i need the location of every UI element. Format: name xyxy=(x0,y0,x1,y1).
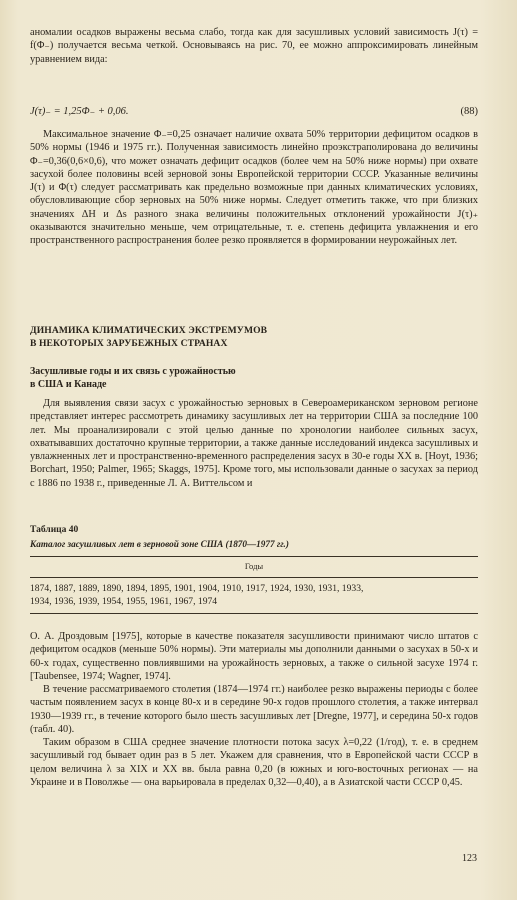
paragraph-analysis: Максимальное значение Φ₋=0,25 означает наличие охвата 50% территории дефицитом осадков в 50% нормы (1946 и 1975 гг.). Полученная зависимость линейно проэкстраполирована до величины Φ₋=0,36(0,6×0,6), что может означать дефицит осадков (более чем на 50% ниже нормы) при охвате засухой более половины всей зерновой зоны Европейской территории СССР. Указанные величины J(τ) и Φ(τ) следует рассматривать как предельно возможные при данных климатических условиях, обусловливающие сбор зерновых на 50% ниже нормы. Следует отметить также, что при близких значениях ΔH и Δs разного знака величины положительных отклонений урожайности J(τ)₊ оказываются значительно меньше, чем отрицательные, т. е. степень дефицита увлажнения и его пространственного распространения более резко проявляется в формировании неурожайных лет. xyxy=(30,129,478,246)
table-top-rule xyxy=(30,556,478,557)
section-heading xyxy=(30,325,478,350)
section-heading-line1: ДИНАМИКА КЛИМАТИЧЕСКИХ ЭКСТРЕМУМОВ xyxy=(30,325,268,336)
section-heading-line2: В НЕКОТОРЫХ ЗАРУБЕЖНЫХ СТРАНАХ xyxy=(30,337,228,349)
paragraph-drozdov: О. А. Дроздовым [1975], которые в качестве показателя засушливости принимают число штатов с дефицитом осадков (меньше 50% нормы). Эти материалы мы дополнили данными о засухах в 50-х и 60-х годах, существенно повлиявшими на урожайность зерновых, а также о сильной засухе 1974 г. [Taubensee, 1974; Wagner, 1974]. xyxy=(30,631,478,682)
subsection-heading-line2: в США и Канаде xyxy=(30,379,107,390)
text-block-bottom xyxy=(30,630,478,789)
text-block-usa xyxy=(30,397,478,490)
formula-88 xyxy=(30,105,478,119)
page-number: 123 xyxy=(462,853,477,864)
formula-number: (88) xyxy=(460,106,478,117)
table-column-header: Годы xyxy=(244,561,264,571)
table-title xyxy=(30,525,478,549)
paragraph-usa-droughts: Для выявления связи засух с урожайностью зерновых в Североамериканском зерновом регионе представляет интерес рассмотреть динамику засушливых лет на территории США за последние 100 лет. Мы проанализировали с этой целью данные по хронологии наиболее сильных засух, охватывавших достаточно крупные территории, а также данные исследований индекса засушливых и увлажненных лет и пространственно-временного распределения засух в 30-е годы XX в. [Hoyt, 1936; Borchart, 1950; Palmer, 1965; Skaggs, 1975]. Кроме того, мы использовали данные о засухах за период с 1886 по 1938 г., приведенные Л. А. Виттельсом и xyxy=(30,398,478,489)
paragraph-century: В течение рассматриваемого столетия (1874—1974 гг.) наиболее резко выражены периоды с более частым появлением засух в конце 80-х и в середине 90-х годов прошлого столетия, а также интервал 1930—1939 гг., в течение которого было шесть засушливых лет [Dregne, 1977], и середина 50-х годов (табл. 40). xyxy=(30,684,478,735)
table-caption: Каталог засушливых лет в зерновой зоне США (1870—1977 гг.) xyxy=(30,539,289,549)
subsection-heading-line1: Засушливые годы и их связь с урожайностью xyxy=(30,366,236,377)
table-number: Таблица 40 xyxy=(30,525,79,535)
table-header-rule xyxy=(30,577,478,578)
table-bottom-rule xyxy=(30,613,478,614)
table-row: 1934, 1936, 1939, 1954, 1955, 1961, 1967, 1974 xyxy=(30,596,218,607)
formula-expression: J(τ)₋ = 1,25Φ₋ + 0,06. xyxy=(30,106,129,117)
paragraph-intro: аномалии осадков выражены весьма слабо, тогда как для засушливых условий зависимость J(τ) = f(Φ₋) получается весьма четкой. Основываясь на рис. 70, ее можно аппроксимировать линейным уравнением вида: xyxy=(30,27,478,65)
paragraph-flow-density: Таким образом в США среднее значение плотности потока засух λ=0,22 (1/год), т. е. в среднем засушливый год бывает один раз в 5 лет. Укажем для сравнения, что в Европейской части СССР в целом величина λ за XIX и XX вв. была равна 0,20 (в южных и юго-восточных регионах — на Украине и в Поволжье — она варьировала в пределах 0,32—0,40), а в Азиатской части СССР 0,45. xyxy=(30,737,478,788)
text-block-top xyxy=(30,26,478,66)
subsection-heading xyxy=(30,365,478,391)
table-body xyxy=(30,582,478,608)
table-row: 1874, 1887, 1889, 1890, 1894, 1895, 1901, 1904, 1910, 1917, 1924, 1930, 1931, 1933, xyxy=(30,583,364,594)
text-block-analysis xyxy=(30,128,478,247)
